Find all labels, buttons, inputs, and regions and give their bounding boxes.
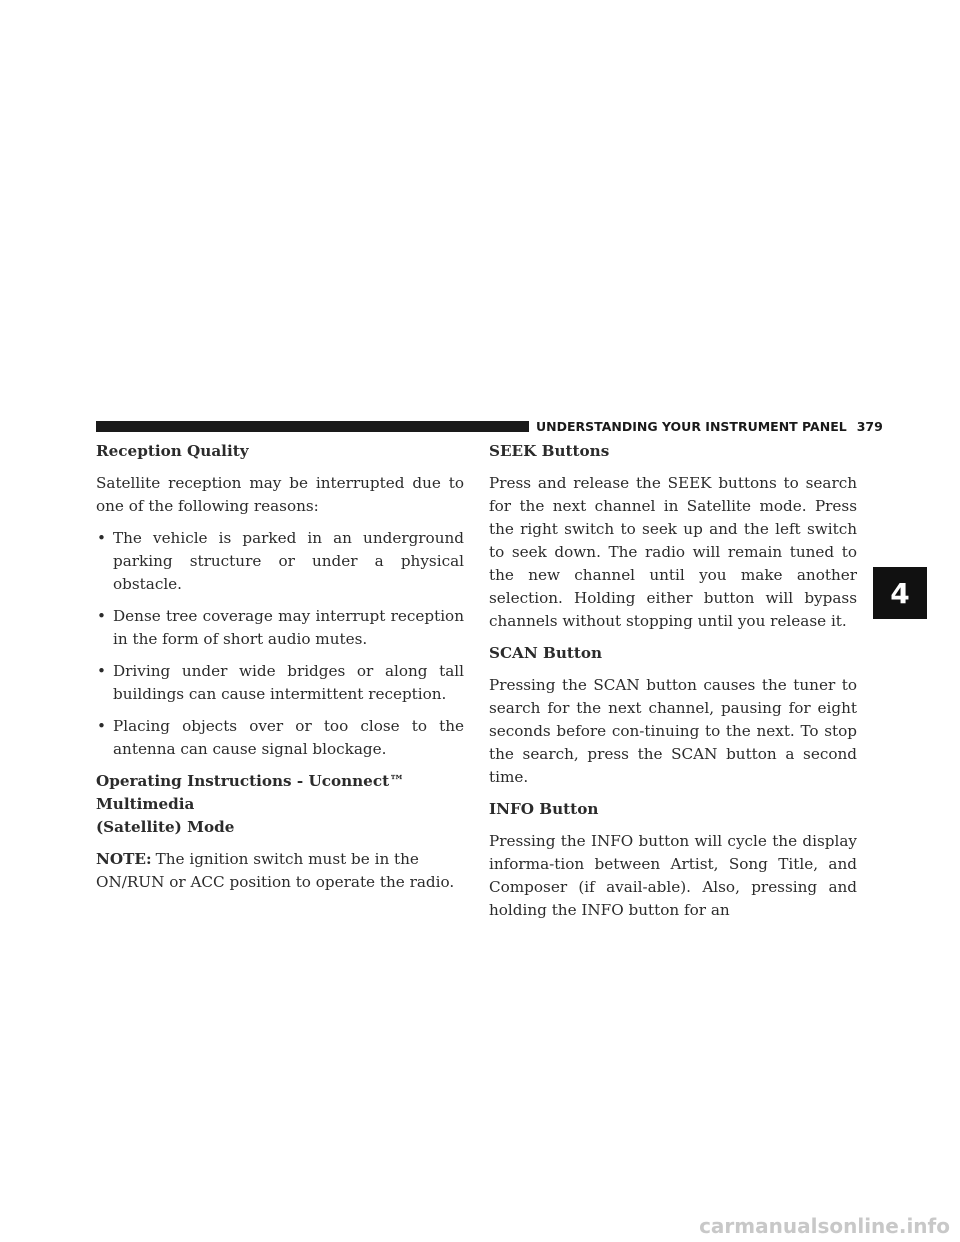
list-item-text: Placing objects over or too close to the antenna can cause signal blockage. xyxy=(113,717,464,758)
header-section-title: UNDERSTANDING YOUR INSTRUMENT PANEL xyxy=(536,419,847,434)
bullet-icon: • xyxy=(97,717,106,735)
bullet-icon: • xyxy=(97,607,106,625)
list-item xyxy=(96,527,464,596)
scan-paragraph: Pressing the SCAN button causes the tuner to search for the next channel, pausing for eight seconds before con-tinuing to the next. To stop the search, press the SCAN button a second time. xyxy=(489,676,857,786)
list-item xyxy=(96,660,464,706)
heading-scan-button: SCAN Button xyxy=(489,644,603,662)
heading-line-1: Operating Instructions - Uconnect™ Multimedia xyxy=(96,772,405,813)
watermark: carmanualsonline.info xyxy=(699,1214,950,1238)
bullet-icon: • xyxy=(97,662,106,680)
chapter-tab: 4 xyxy=(873,567,927,619)
note-label: NOTE: xyxy=(96,850,152,868)
list-item-text: The vehicle is parked in an underground parking structure or under a physical obstacle. xyxy=(113,529,464,593)
note-paragraph xyxy=(96,848,464,894)
reception-reasons-list xyxy=(96,527,464,761)
heading-operating-instructions xyxy=(96,770,464,839)
list-item-text: Dense tree coverage may interrupt reception in the form of short audio mutes. xyxy=(113,607,464,648)
page-header xyxy=(96,418,883,436)
bullet-icon: • xyxy=(97,529,106,547)
seek-paragraph: Press and release the SEEK buttons to search for the next channel in Satellite mode. Press the right switch to seek up and the left switch to seek down. The radio will remain tuned to the new channel until you make another selection. Holding either button will bypass channels without stopping until you release it. xyxy=(489,474,857,630)
header-bar xyxy=(96,421,529,432)
reception-intro: Satellite reception may be interrupted due to one of the following reasons: xyxy=(96,474,464,515)
note-text: The ignition switch must be in the ON/RUN or ACC position to operate the radio. xyxy=(96,850,455,891)
heading-seek-buttons: SEEK Buttons xyxy=(489,442,610,460)
left-column xyxy=(96,440,464,903)
heading-line-2: (Satellite) Mode xyxy=(96,818,235,836)
header-text xyxy=(536,418,883,436)
list-item-text: Driving under wide bridges or along tall buildings can cause intermittent reception. xyxy=(113,662,464,703)
list-item xyxy=(96,605,464,651)
info-paragraph: Pressing the INFO button will cycle the display informa-tion between Artist, Song Title, and Composer (if avail-able). Also, pressing and holding the INFO button for an xyxy=(489,832,857,919)
heading-reception-quality: Reception Quality xyxy=(96,442,249,460)
page-number: 379 xyxy=(856,419,883,434)
heading-info-button: INFO Button xyxy=(489,800,599,818)
right-column xyxy=(489,440,857,931)
list-item xyxy=(96,715,464,761)
